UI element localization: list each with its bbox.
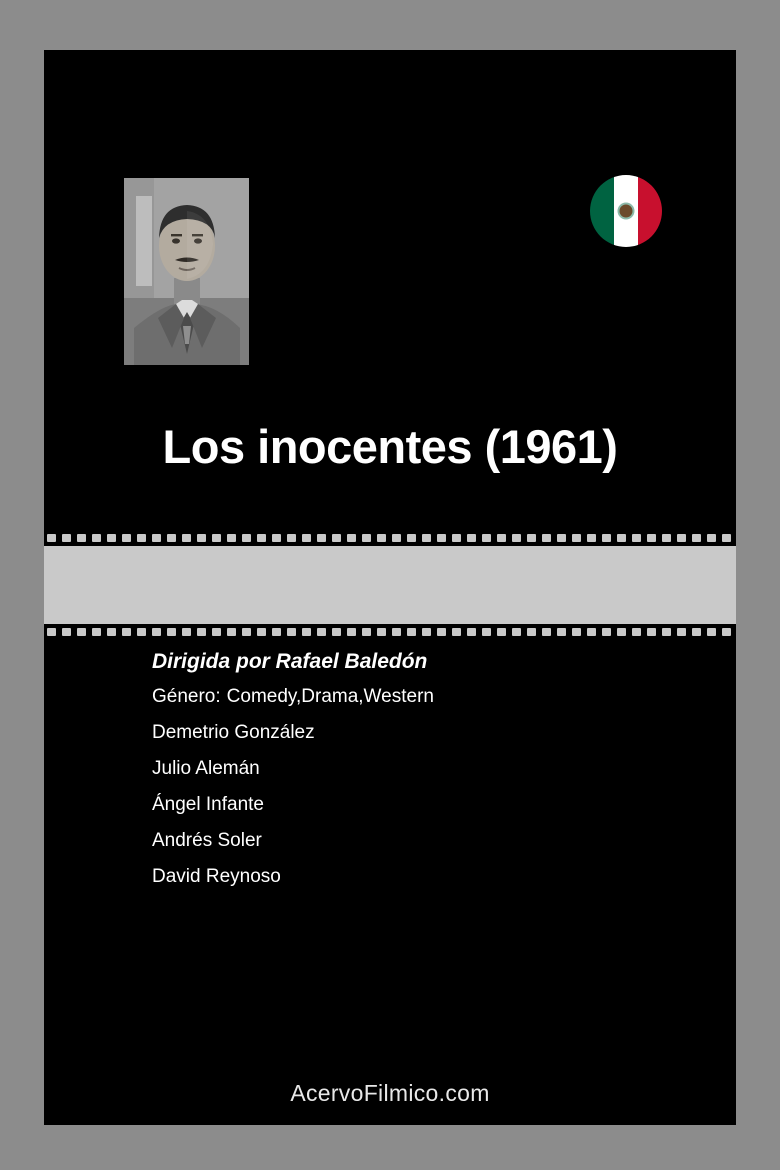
- perforation: [362, 628, 371, 636]
- cast-member: David Reynoso: [152, 866, 281, 887]
- perforation: [467, 628, 476, 636]
- perforation: [212, 628, 221, 636]
- perforation: [542, 628, 551, 636]
- perforation: [302, 628, 311, 636]
- perforation: [392, 628, 401, 636]
- perforation: [227, 628, 236, 636]
- genre-value: Comedy,Drama,Western: [226, 686, 434, 707]
- perforation: [332, 628, 341, 636]
- perforation: [137, 628, 146, 636]
- perforation: [707, 534, 716, 542]
- perforation: [722, 534, 731, 542]
- perforation: [242, 628, 251, 636]
- cast-member: Ángel Infante: [152, 794, 264, 815]
- perforation: [122, 628, 131, 636]
- perforation: [617, 628, 626, 636]
- perforation: [407, 534, 416, 542]
- perforation: [632, 628, 641, 636]
- flag-green-band: [590, 175, 614, 247]
- perforation: [722, 628, 731, 636]
- perforation: [572, 534, 581, 542]
- perforation: [167, 534, 176, 542]
- filmstrip-divider: [44, 530, 736, 640]
- perforation: [62, 534, 71, 542]
- filmstrip-perforations-bottom: [44, 624, 736, 640]
- perforation: [602, 628, 611, 636]
- perforation: [182, 628, 191, 636]
- perforation: [227, 534, 236, 542]
- flag-white-band: [614, 175, 638, 247]
- perforation: [317, 534, 326, 542]
- perforation: [272, 628, 281, 636]
- perforation: [707, 628, 716, 636]
- perforation: [617, 534, 626, 542]
- perforation: [287, 628, 296, 636]
- perforation: [512, 534, 521, 542]
- perforation: [662, 534, 671, 542]
- perforation: [392, 534, 401, 542]
- perforation: [482, 534, 491, 542]
- perforation: [437, 628, 446, 636]
- genre-label: Género:: [152, 686, 221, 707]
- perforation: [137, 534, 146, 542]
- perforation: [467, 534, 476, 542]
- perforation: [407, 628, 416, 636]
- perforation: [167, 628, 176, 636]
- perforation: [92, 534, 101, 542]
- perforation: [452, 628, 461, 636]
- perforation: [122, 534, 131, 542]
- perforation: [572, 628, 581, 636]
- perforation: [302, 534, 311, 542]
- cast-member: Julio Alemán: [152, 758, 260, 779]
- director-credit: Dirigida por Rafael Baledón: [152, 650, 428, 673]
- perforation: [257, 534, 266, 542]
- perforation: [47, 534, 56, 542]
- perforation: [692, 628, 701, 636]
- perforation: [272, 534, 281, 542]
- movie-title: Los inocentes (1961): [162, 420, 618, 473]
- movie-poster: [44, 50, 736, 1125]
- perforation: [92, 628, 101, 636]
- perforation: [587, 628, 596, 636]
- cast-member: Andrés Soler: [152, 830, 262, 851]
- perforation: [527, 534, 536, 542]
- perforation: [677, 534, 686, 542]
- perforation: [242, 534, 251, 542]
- flag-emblem-icon: [619, 205, 632, 218]
- perforation: [287, 534, 296, 542]
- portrait-illustration: [124, 178, 249, 365]
- perforation: [662, 628, 671, 636]
- perforation: [197, 628, 206, 636]
- perforation: [197, 534, 206, 542]
- perforation: [182, 534, 191, 542]
- perforation: [452, 534, 461, 542]
- perforation: [62, 628, 71, 636]
- flag-red-band: [638, 175, 662, 247]
- poster-top-area: [44, 50, 736, 530]
- perforation: [377, 534, 386, 542]
- perforation: [152, 628, 161, 636]
- perforation: [647, 534, 656, 542]
- filmstrip-perforations-top: [44, 530, 736, 546]
- perforation: [152, 534, 161, 542]
- perforation: [647, 628, 656, 636]
- perforation: [362, 534, 371, 542]
- perforation: [347, 534, 356, 542]
- site-watermark: AcervoFilmico.com: [290, 1080, 490, 1106]
- mexico-flag-icon: [590, 175, 662, 247]
- perforation: [107, 628, 116, 636]
- perforation: [602, 534, 611, 542]
- perforation: [107, 534, 116, 542]
- perforation: [557, 628, 566, 636]
- cast-member: Demetrio González: [152, 722, 315, 743]
- perforation: [377, 628, 386, 636]
- perforation: [437, 534, 446, 542]
- portrait-photo: [124, 178, 249, 365]
- perforation: [497, 534, 506, 542]
- perforation: [692, 534, 701, 542]
- perforation: [317, 628, 326, 636]
- genre-line: [152, 686, 712, 708]
- credits-block: [152, 650, 712, 902]
- perforation: [347, 628, 356, 636]
- perforation: [587, 534, 596, 542]
- perforation: [47, 628, 56, 636]
- perforation: [212, 534, 221, 542]
- perforation: [497, 628, 506, 636]
- perforation: [422, 628, 431, 636]
- perforation: [677, 628, 686, 636]
- perforation: [527, 628, 536, 636]
- perforation: [77, 628, 86, 636]
- perforation: [422, 534, 431, 542]
- perforation: [77, 534, 86, 542]
- perforation: [557, 534, 566, 542]
- perforation: [257, 628, 266, 636]
- perforation: [632, 534, 641, 542]
- perforation: [482, 628, 491, 636]
- perforation: [542, 534, 551, 542]
- perforation: [332, 534, 341, 542]
- perforation: [512, 628, 521, 636]
